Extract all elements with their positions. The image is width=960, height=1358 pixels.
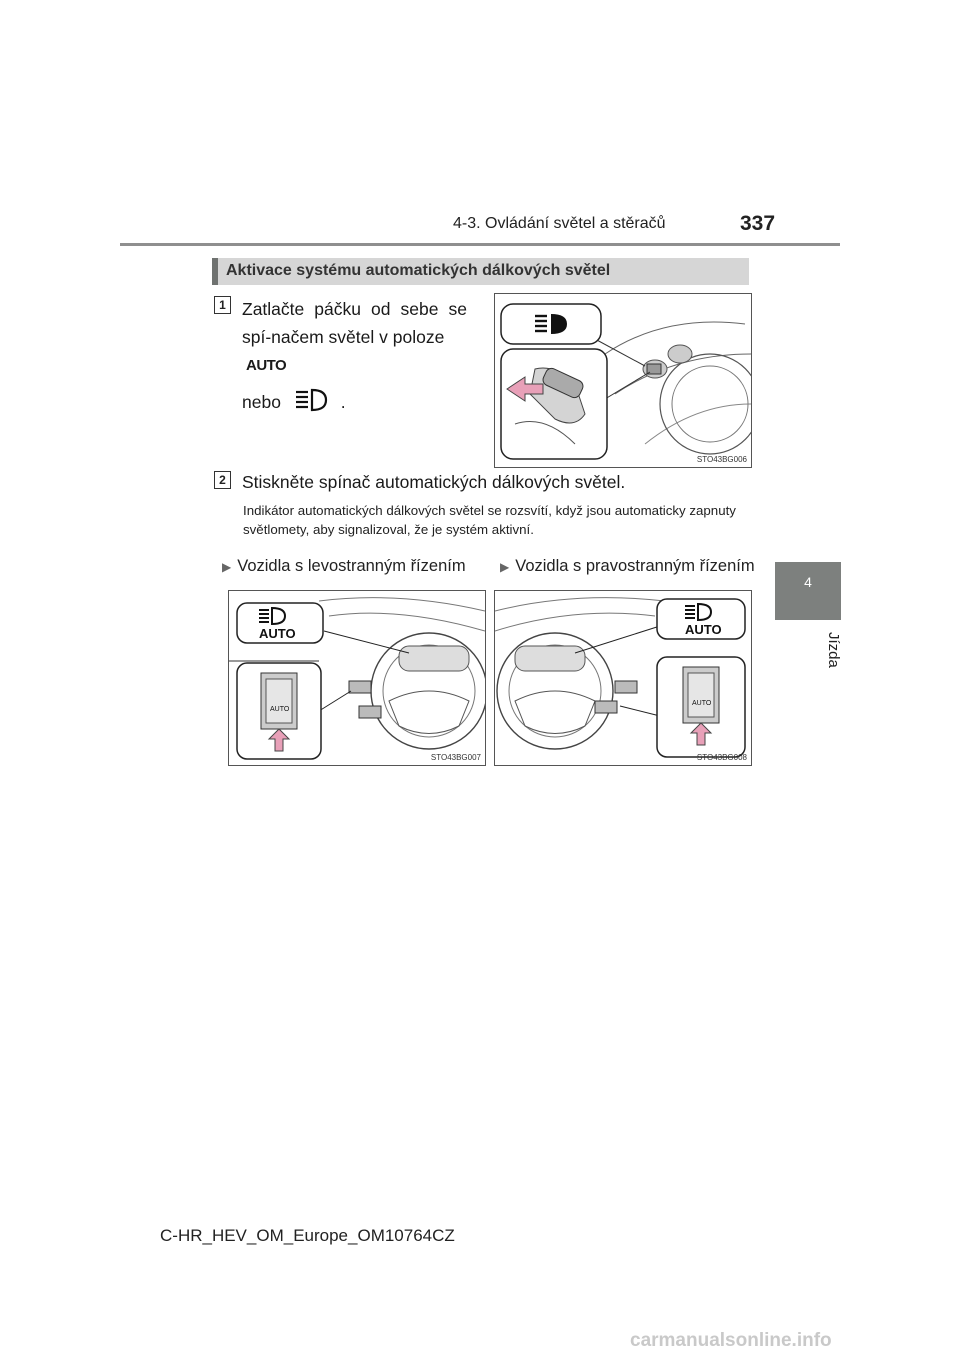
rhd-dashboard-illustration <box>495 591 751 765</box>
figure-lever-push <box>494 293 752 468</box>
figure-code: STO43BG008 <box>696 753 747 762</box>
figure-code: STO43BG007 <box>430 753 481 762</box>
step-1-text-part1: Zatlačte páčku od sebe se spí-načem světel v poloze <box>242 299 467 347</box>
step-1-text-part2: nebo <box>242 392 281 413</box>
header-rule <box>120 243 840 246</box>
auto-label-callout: AUTO <box>259 626 296 641</box>
watermark: carmanualsonline.info <box>630 1330 832 1351</box>
auto-switch-label: AUTO <box>692 700 712 707</box>
auto-icon-inline: AUTO <box>246 357 287 375</box>
figure-code: STO43BG006 <box>696 455 747 464</box>
page-number: 337 <box>740 212 776 235</box>
document-id: C-HR_HEV_OM_Europe_OM10764CZ <box>160 1226 455 1245</box>
auto-label-callout: AUTO <box>685 622 722 637</box>
lhd-dashboard-illustration <box>229 591 485 765</box>
triangle-bullet-icon: ▶ <box>222 560 232 574</box>
step-1-text-end: . <box>340 392 346 413</box>
figure-rhd-switch <box>494 590 752 766</box>
step-2-text: Stiskněte spínač automatických dálkových světel. <box>242 472 626 492</box>
figure-lhd-switch <box>228 590 486 766</box>
variant-rhd-text: Vozidla s pravostranným řízením <box>515 557 755 575</box>
variant-label-rhd <box>500 557 755 576</box>
chapter-tab <box>775 562 841 620</box>
step-1-text <box>242 295 467 421</box>
lever-push-illustration <box>495 294 751 467</box>
step-number-1: 1 <box>214 296 231 314</box>
variant-label-lhd <box>222 557 466 576</box>
step-number-2: 2 <box>214 471 231 489</box>
chapter-label: Jízda <box>825 632 842 668</box>
variant-lhd-text: Vozidla s levostranným řízením <box>237 557 466 575</box>
high-beam-icon-inline <box>294 387 328 421</box>
auto-switch-label: AUTO <box>270 706 290 713</box>
section-title: Aktivace systému automatických dálkových světel <box>226 262 611 279</box>
triangle-bullet-icon: ▶ <box>500 560 510 574</box>
section-heading-accent <box>212 258 218 285</box>
step-2-note: Indikátor automatických dálkových světel se rozsvítí, když jsou automaticky zapnuty světlomety, aby signalizoval, že je systém aktivní. <box>243 503 736 537</box>
header-section-title: 4-3. Ovládání světel a stěračů <box>453 215 666 232</box>
chapter-number: 4 <box>804 574 812 590</box>
